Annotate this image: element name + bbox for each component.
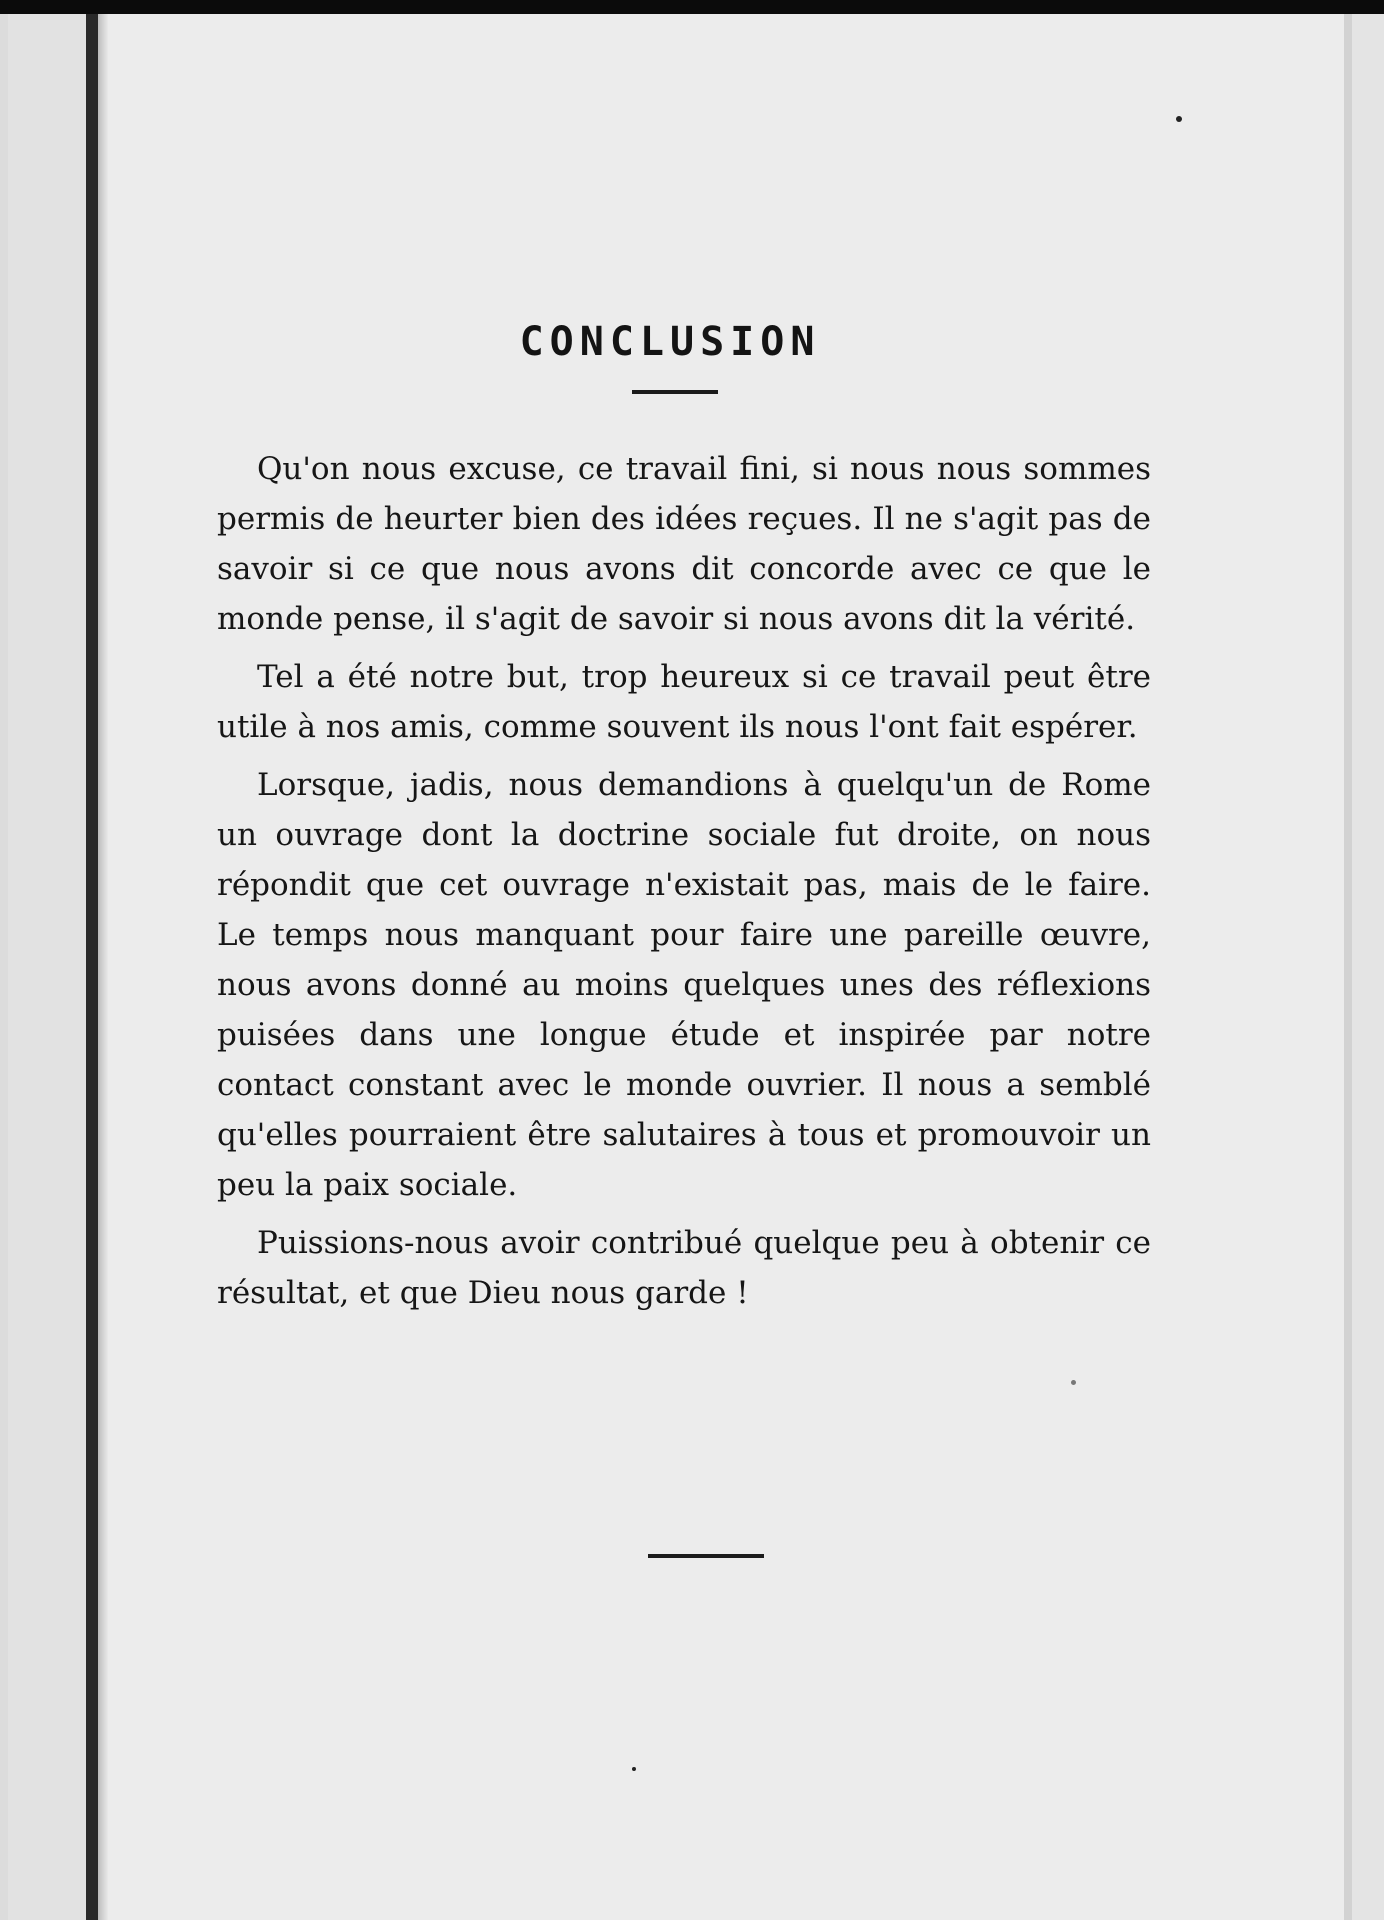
scan-top-border <box>0 0 1384 14</box>
ink-speck <box>1176 116 1182 122</box>
closing-rule <box>648 1554 764 1558</box>
facing-page-edge <box>0 14 86 1920</box>
page-title: CONCLUSION <box>519 318 821 365</box>
book-gutter <box>86 14 98 1920</box>
gutter-shadow <box>98 14 108 1920</box>
title-rule <box>632 390 718 394</box>
ink-speck <box>1071 1380 1076 1385</box>
page-right-edge <box>1344 14 1352 1920</box>
paragraph: Qu'on nous excuse, ce travail fini, si nous nous sommes permis de heurter bien des idées reçues. Il ne s'agit pas de savoir si ce que nous avons dit concorde avec ce que le monde pense, il s'agit de savoir si nous avons dit la vérité. <box>217 451 1151 637</box>
paragraph: Lorsque, jadis, nous demandions à quelqu'un de Rome un ouvrage dont la doctrine sociale fut droite, on nous répondit que cet ouvrage n'existait pas, mais de le faire. Le temps nous manquant pour faire une pareille œuvre, nous avons donné au moins quelques unes des réflexions puisées dans une longue étude et inspirée par notre contact constant avec le monde ouvrier. Il nous a semblé qu'elles pourraient être salutaires à tous et promouvoir un peu la paix sociale. <box>217 767 1151 1203</box>
paragraph: Puissions-nous avoir contribué quelque peu à obtenir ce résultat, et que Dieu nous garde ! <box>217 1225 1151 1311</box>
scan-right-margin <box>1352 14 1384 1920</box>
paragraph: Tel a été notre but, trop heureux si ce travail peut être utile à nos amis, comme souvent ils nous l'ont fait espérer. <box>217 659 1151 745</box>
ink-speck <box>632 1767 636 1771</box>
facing-page-margin <box>0 14 8 1920</box>
body-text <box>217 444 1151 1318</box>
